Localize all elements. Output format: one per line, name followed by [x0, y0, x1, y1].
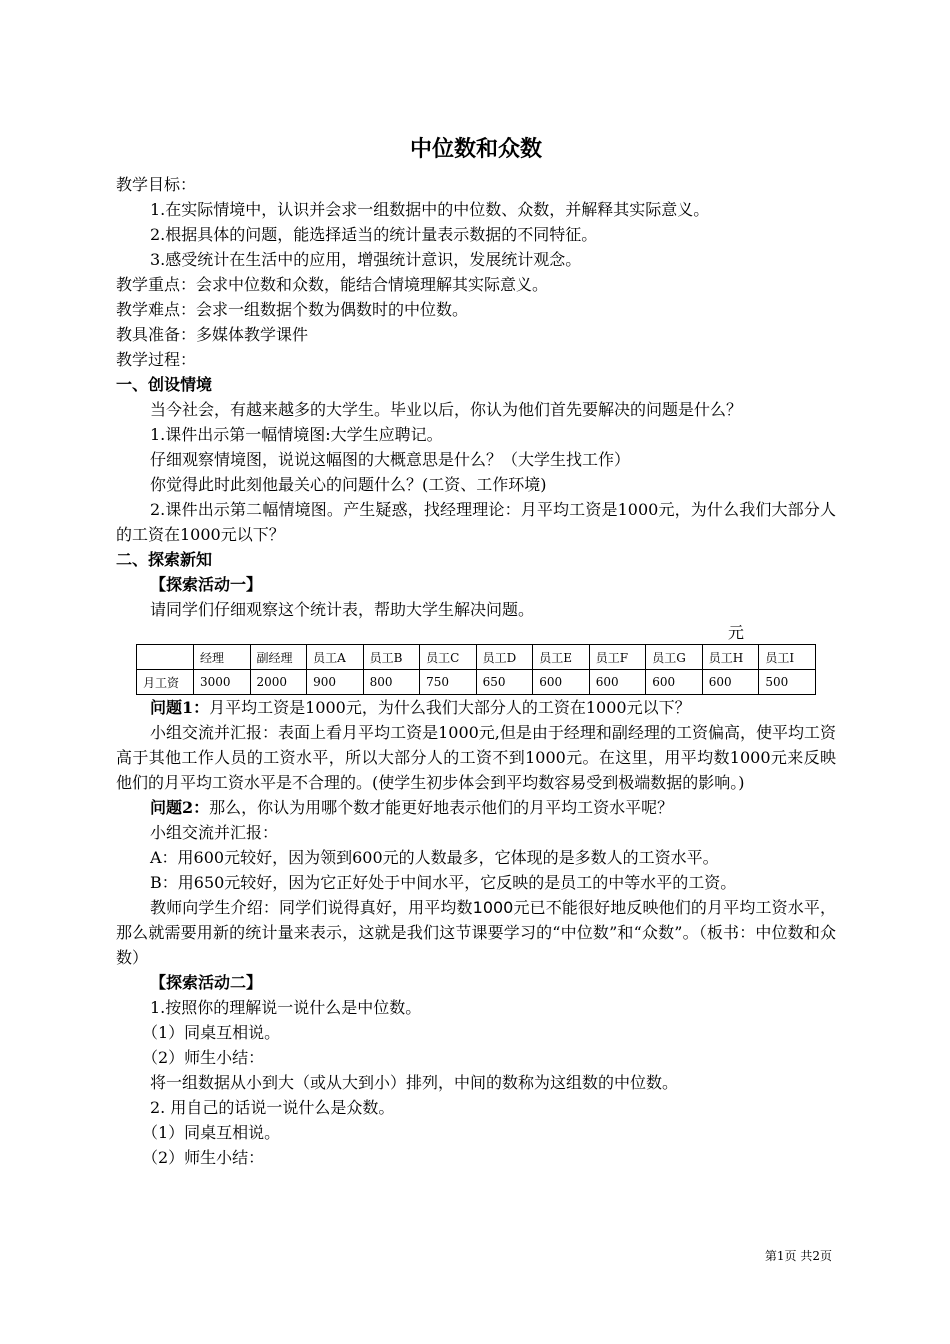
question-1 — [116, 695, 836, 720]
table-cell: 600 — [702, 670, 759, 695]
goal-item: 1.在实际情境中，认识并会求一组数据中的中位数、众数，并解释其实际意义。 — [150, 200, 710, 219]
table-cell: 650 — [476, 670, 533, 695]
table-cell: 500 — [759, 670, 816, 695]
paragraph: 你觉得此时此刻他最关心的问题什么？(工资、工作环境) — [150, 475, 547, 494]
table-header-cell: 员工B — [363, 645, 420, 670]
teacher-intro-number: 1000 — [472, 898, 514, 917]
table-header-cell: 员工G — [646, 645, 703, 670]
table-header-cell: 员工A — [307, 645, 364, 670]
table-cell: 600 — [589, 670, 646, 695]
question-label: 问题2： — [150, 798, 210, 817]
question-text: 那么，你认为用哪个数才能更好地表示他们的月平均工资水平呢？ — [209, 798, 674, 817]
goals-label: 教学目标： — [116, 175, 197, 194]
table-cell: 3000 — [194, 670, 251, 695]
goal-item: 2.根据具体的问题，能选择适当的统计量表示数据的不同特征。 — [150, 225, 598, 244]
tools: 教具准备：多媒体教学课件 — [116, 325, 309, 344]
table-header-cell — [137, 645, 194, 670]
table-cell: 600 — [533, 670, 590, 695]
paragraph: 2.课件出示第二幅情境图。产生疑惑，找经理理论：月平均工资是1000元，为什么我们大部分人的工资在1000元以下？ — [116, 500, 836, 544]
paragraph: 1.按照你的理解说一说什么是中位数。 — [150, 998, 422, 1017]
wage-table — [136, 644, 816, 695]
table-cell: 900 — [307, 670, 364, 695]
activity-heading: 【探索活动一】 — [150, 575, 263, 594]
process-label: 教学过程： — [116, 350, 197, 369]
list-item: （2）师生小结： — [142, 1048, 265, 1067]
table-unit: 元 — [728, 623, 745, 642]
list-item: （2）师生小结： — [142, 1148, 265, 1167]
table-header-row — [137, 645, 816, 670]
table-row-label: 月工资 — [137, 670, 194, 695]
page-title: 中位数和众数 — [409, 137, 542, 162]
table-header-cell: 员工E — [533, 645, 590, 670]
definition: 将一组数据从小到大（或从大到小）排列，中间的数称为这组数的中位数。 — [150, 1073, 679, 1092]
table-header-cell: 副经理 — [250, 645, 307, 670]
table-header-cell: 员工D — [476, 645, 533, 670]
goal-item: 3.感受统计在生活中的应用，增强统计意识，发展统计观念。 — [150, 250, 582, 269]
page-footer: 第1页 共2页 — [764, 1249, 832, 1263]
paragraph: 当今社会，有越来越多的大学生。毕业以后，你认为他们首先要解决的问题是什么？ — [150, 400, 743, 419]
answer-a: A：用600元较好，因为领到600元的人数最多，它体现的是多数人的工资水平。 — [150, 848, 719, 867]
paragraph: 2. 用自己的话说一说什么是众数。 — [150, 1098, 395, 1117]
list-item: （1）同桌互相说。 — [142, 1023, 281, 1042]
list-item: （1）同桌互相说。 — [142, 1123, 281, 1142]
paragraph: 小组交流并汇报：表面上看月平均工资是1000元,但是由于经理和副经理的工资偏高，使平均工资高于其他工作人员的工资水平，所以大部分人的工资不到1000元。在这里，用平均数1000元来反映他们的月平均工资水平是不合理的。(使学生初步体会到平均数容易受到极端数据的影响。) — [116, 723, 836, 792]
question-label: 问题1： — [150, 698, 210, 717]
table-cell: 750 — [420, 670, 477, 695]
section-heading: 二、探索新知 — [116, 550, 213, 569]
paragraph: 仔细观察情境图，说说这幅图的大概意思是什么？（大学生找工作） — [150, 450, 631, 469]
question-2 — [116, 795, 836, 820]
teacher-intro — [116, 895, 836, 970]
paragraph: 请同学们仔细观察这个统计表，帮助大学生解决问题。 — [150, 600, 535, 619]
answer-b: B：用650元较好，因为它正好处于中间水平，它反映的是员工的中等水平的工资。 — [150, 873, 737, 892]
table-cell: 2000 — [250, 670, 307, 695]
table-header-cell: 经理 — [194, 645, 251, 670]
paragraph: 小组交流并汇报： — [150, 823, 279, 842]
table-header-cell: 员工C — [420, 645, 477, 670]
difficulty: 教学难点：会求一组数据个数为偶数时的中位数。 — [116, 300, 469, 319]
question-text: 月平均工资是1000元，为什么我们大部分人的工资在1000元以下？ — [209, 698, 691, 717]
table-header-cell: 员工H — [702, 645, 759, 670]
teacher-intro-text: 教师向学生介绍：同学们说得真好，用平均数 — [150, 898, 473, 917]
table-cell: 800 — [363, 670, 420, 695]
teacher-intro-text: 元已不能很好地反映他们的月平均工资水平，那么就需要用新的统计量来表示，这就是我们这节课要学习的“中位数”和“众数”。（板书：中位数和众数） — [116, 898, 836, 967]
document-body — [116, 128, 836, 1170]
table-row — [137, 670, 816, 695]
section-heading: 一、创设情境 — [116, 375, 213, 394]
table-unit-row — [116, 622, 836, 644]
activity-heading: 【探索活动二】 — [150, 973, 263, 992]
paragraph: 1.课件出示第一幅情境图:大学生应聘记。 — [150, 425, 443, 444]
key-point: 教学重点：会求中位数和众数，能结合情境理解其实际意义。 — [116, 275, 549, 294]
table-cell: 600 — [646, 670, 703, 695]
table-header-cell: 员工F — [589, 645, 646, 670]
table-header-cell: 员工I — [759, 645, 816, 670]
